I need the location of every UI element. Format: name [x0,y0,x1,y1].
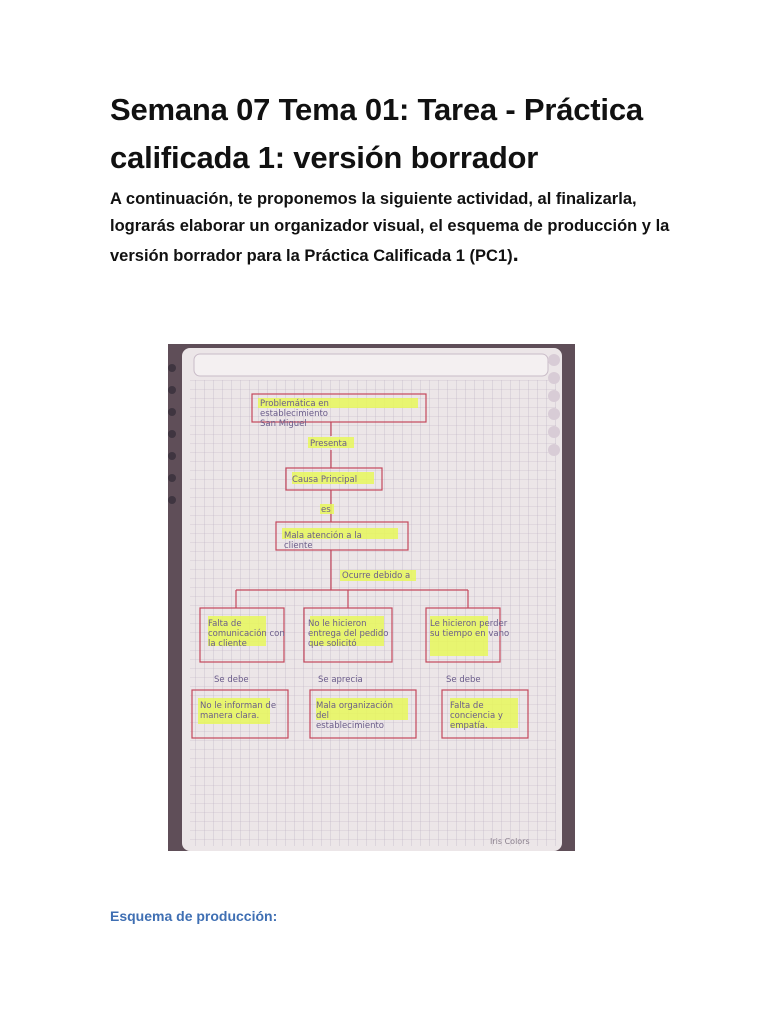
branch-1-cause: Falta de comunicación con la cliente [208,619,285,649]
branch-3-cause: Le hicieron perder su tiempo en vano [430,619,510,639]
notebook-brand: Iris Colors [490,837,530,846]
page-title: Semana 07 Tema 01: Tarea - Práctica calificada 1: versión borrador [110,92,643,175]
link-presenta: Presenta [310,439,348,449]
branch-1-effect: No le informan de manera clara. [200,701,277,721]
branch-2-cause: No le hicieron entrega del pedido que solicitó [308,619,389,649]
branch-3-link: Se debe [446,675,481,685]
section-heading: Esquema de producción: [110,908,278,924]
intro-period: . [512,241,519,266]
link-es: es [321,505,331,515]
root-label: Problemática en establecimiento San Miguel [260,399,329,429]
binder-holes-left [168,364,176,504]
header-strip [194,354,548,376]
main-cause-label: Mala atención a la cliente [284,531,362,551]
cause-box-label: Causa Principal [292,475,358,485]
grid-area [190,380,556,846]
branch-2-link: Se aprecia [318,675,363,685]
branch-1-link: Se debe [214,675,249,685]
intro-text: A continuación, te proponemos la siguiente actividad, al finalizarla, lograrás elaborar un organizador visual, el esquema de producción y la versión borrador para la Práctica Calificada 1 (PC1) [110,190,670,265]
concept-map-photo [168,344,575,851]
notebook-photo [168,344,575,851]
branch-3-effect: Falta de conciencia y empatía. [450,701,503,731]
branch-2-effect: Mala organización del establecimiento [316,701,394,731]
intro-paragraph [110,186,670,270]
link-ocurre: Ocurre debido a [342,571,411,581]
